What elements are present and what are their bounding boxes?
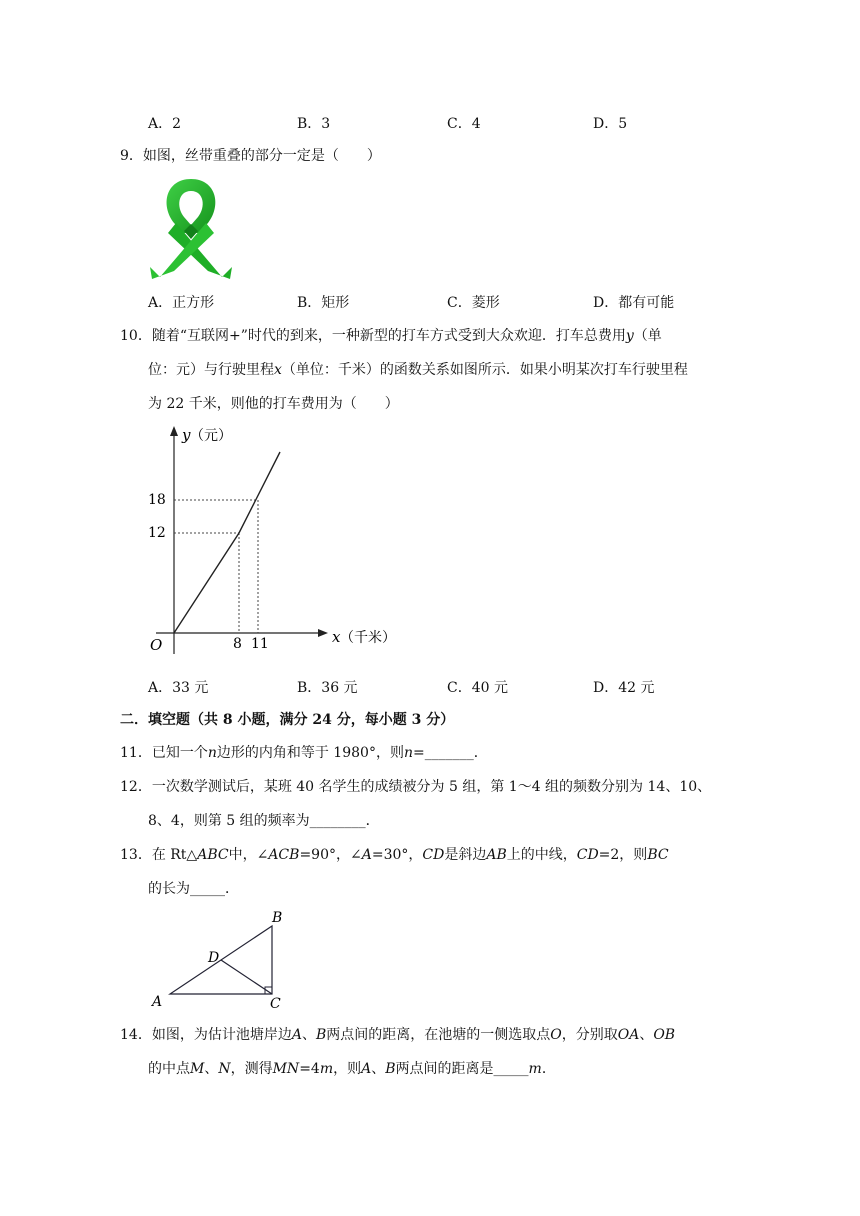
graph-x-unit: （千米） xyxy=(340,630,396,646)
q8-option-b: B．3 xyxy=(297,116,331,132)
q13-v6: CD xyxy=(576,847,599,863)
q13-g: =2，则 xyxy=(598,847,648,863)
q14-v8: MN xyxy=(272,1061,300,1077)
q8-option-c: C．4 xyxy=(447,116,481,132)
q13-v2: ACB xyxy=(268,847,300,863)
label-d: D xyxy=(208,950,220,966)
q13-a: 13．在 Rt△ xyxy=(120,847,198,863)
q9-text: 9．如图，丝带重叠的部分一定是（ ） xyxy=(120,148,381,164)
q14-v3: O xyxy=(550,1027,562,1043)
q14-v5: OB xyxy=(653,1027,676,1043)
q9-option-d: D．都有可能 xyxy=(593,295,675,311)
q14-a: 14．如图，为估计池塘岸边 xyxy=(120,1027,292,1043)
q11-var-n2: n xyxy=(403,745,413,761)
median-cd xyxy=(221,960,272,994)
q14-v6: M xyxy=(190,1061,205,1077)
q14-g: 、 xyxy=(204,1061,219,1077)
y-tick-12: 12 xyxy=(148,525,166,541)
q10-line2 xyxy=(148,360,688,380)
x-tick-11: 11 xyxy=(251,636,269,652)
q14-l: 两点间的距离是_____ xyxy=(395,1061,529,1077)
q10-line1-tail: （单 xyxy=(633,328,662,344)
q9-option-b: B．矩形 xyxy=(297,295,350,311)
q11 xyxy=(120,743,488,763)
q14-c: 两点间的距离，在池塘的一侧选取点 xyxy=(326,1027,551,1043)
y-axis-arrow xyxy=(170,426,178,436)
q10-line3: 为 22 千米，则他的打车费用为（ ） xyxy=(148,396,399,412)
q13-v7: BC xyxy=(647,847,669,863)
q12-line1: 12．一次数学测试后，某班 40 名学生的成绩被分为 5 组，第 1～4 组的频数分别为 14、10、 xyxy=(120,779,712,795)
q13-line1 xyxy=(120,845,669,865)
q10-option-a: A．33 元 xyxy=(148,680,209,696)
graph-x-label: x xyxy=(332,628,341,646)
q9-option-a: A．正方形 xyxy=(148,295,215,311)
q14-b: 、 xyxy=(301,1027,316,1043)
fare-graph xyxy=(146,422,396,654)
q14-f: 的中点 xyxy=(148,1061,190,1077)
q13-e: 是斜边 xyxy=(444,847,487,863)
q14-line2 xyxy=(148,1059,556,1079)
q13-v1: ABC xyxy=(197,847,229,863)
triangle-figure xyxy=(148,910,298,1010)
q14-v1: A xyxy=(291,1027,302,1043)
y-tick-18: 18 xyxy=(148,492,166,508)
q10-var-y: y xyxy=(625,328,634,344)
q13-b: 中，∠ xyxy=(228,847,269,863)
q10-option-d: D．42 元 xyxy=(593,680,655,696)
q8-option-a: A．2 xyxy=(148,116,182,132)
q14-d: ，分别取 xyxy=(561,1027,618,1043)
q14-h: ，测得 xyxy=(230,1061,273,1077)
q14-v7: N xyxy=(218,1061,231,1077)
q13-v4: CD xyxy=(422,847,445,863)
q13-line2: 的长为_____． xyxy=(148,881,239,897)
q10-line1 xyxy=(120,326,662,346)
fare-function-line xyxy=(174,452,280,633)
q14-line1 xyxy=(120,1025,675,1045)
q14-k: 、 xyxy=(371,1061,386,1077)
q11-c: =_______． xyxy=(412,745,488,761)
q10-option-c: C．40 元 xyxy=(447,680,508,696)
q10-var-x: x xyxy=(274,362,282,378)
origin-label: O xyxy=(150,636,163,654)
section-heading: 二．填空题（共 8 小题，满分 24 分，每小题 3 分） xyxy=(120,712,455,728)
q13-v5: AB xyxy=(486,847,507,863)
q14-i: =4 xyxy=(299,1061,320,1077)
q10-line1-text: 10．随着“互联网+”时代的到来，一种新型的打车方式受到大众欢迎．打车总费用 xyxy=(120,328,626,344)
label-b: B xyxy=(272,910,283,926)
q14-v2: B xyxy=(315,1027,327,1043)
q10-line2-b: （单位：千米）的函数关系如图所示．如果小明某次打车行驶里程 xyxy=(281,362,688,378)
q9-option-c: C．菱形 xyxy=(447,295,500,311)
q12-line2: 8、4，则第 5 组的频率为________． xyxy=(148,813,380,829)
q10-option-b: B．36 元 xyxy=(297,680,358,696)
ribbon-figure xyxy=(146,175,236,285)
q14-v11: B xyxy=(385,1061,396,1077)
q14-m: ． xyxy=(541,1061,556,1077)
label-a: A xyxy=(152,994,163,1010)
q13-d: =30°， xyxy=(371,847,423,863)
q13-v3: A xyxy=(361,847,372,863)
x-tick-8: 8 xyxy=(233,636,242,652)
q11-a: 11．已知一个 xyxy=(120,745,208,761)
q13-c: =90°，∠ xyxy=(299,847,362,863)
q11-b: 边形的内角和等于 1980°，则 xyxy=(216,745,404,761)
q14-v12: m xyxy=(528,1061,542,1077)
graph-y-label: y xyxy=(182,426,191,444)
q13-f: 上的中线， xyxy=(506,847,577,863)
q14-e: 、 xyxy=(639,1027,654,1043)
q10-line2-a: 位：元）与行驶里程 xyxy=(148,362,274,378)
q14-v9: m xyxy=(319,1061,334,1077)
q14-j: ，则 xyxy=(333,1061,362,1077)
q8-option-d: D．5 xyxy=(593,116,628,132)
q14-v10: A xyxy=(361,1061,372,1077)
x-axis-arrow xyxy=(318,629,328,637)
graph-y-unit: （元） xyxy=(190,428,232,444)
q14-v4: OA xyxy=(617,1027,640,1043)
label-c: C xyxy=(270,996,281,1012)
q11-var-n: n xyxy=(207,745,217,761)
